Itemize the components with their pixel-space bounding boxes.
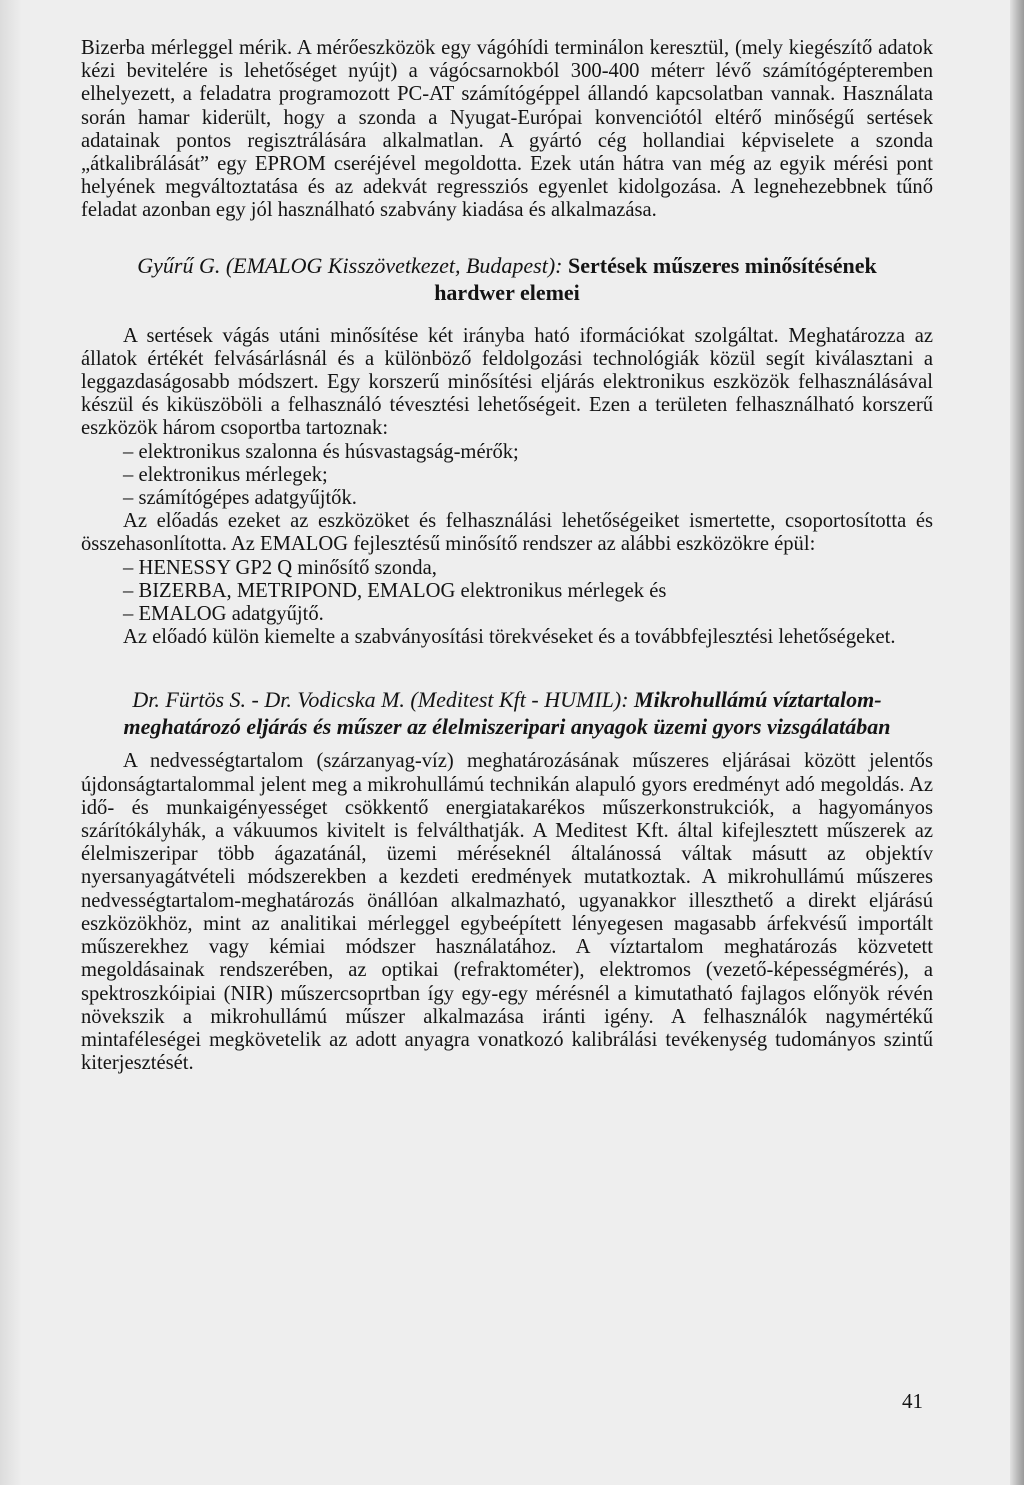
section-1-title: Sertések műszeres minősítésének hardwer elemei (434, 252, 877, 305)
intro-paragraph: Bizerba mérleggel mérik. A mérőeszközök egy vágóhídi terminálon keresztül, (mely kiegészítő adatok kézi bevitelére is lehetőséget nyújt) a vágócsarnokból 300-400 méterr lévő számítógépteremben elhelyezett, a feladatra programozott PC-AT számítógéppel állandó kapcsolatban vannak. Használata során hamar kiderült, hogy a szonda a Nyugat-Európai konvenciótól eltérő minőségű sertések adatainak pontos regisztrálására alkalmatlan. A gyártó cég hollandiai képviselete a szonda „átkalibrálását” egy EPROM cseréjével megoldotta. Ezek után hátra van még az egyik mérési pont helyének megváltoztatása és az adekvát regressziós egyenlet kidolgozása. A legnehezebbnek tűnő feladat azonban egy jól használható szabvány kiadása és alkalmazása. (81, 37, 933, 222)
section-2-author: Dr. Fürtös S. - Dr. Vodicska M. (Meditest Kft - HUMIL): (132, 687, 629, 713)
page-edge (1010, 0, 1024, 1485)
section-2-paragraph: A nedvességtartalom (szárzanyag-víz) meghatározásának műszeres eljárásai között jelentős újdonságtartalommal jelent meg a mikrohullámú technikán alapuló gyors eredményt adó megoldás. Az idő- és munkaigényességet csökkentő energiatakarékos műszerkonstrukciók, a hagyományos szárítókályhák, a vákuumos kivitelt is felválthatják. A Meditest Kft. által kifejlesztett műszerek az élelmiszeripar több ágazatánál, üzemi méréseknél általánossá váltak másutt az objektív nyersanyagátvételi módszerekben a kezdeti eredmények mutatkoztak. A mikrohullámú műszeres nedvességtartalom-meghatározás önállóan alkalmazható, ugyanakkor illeszthető a direkt eljárású eszközökhöz, mint az analitikai mérleggel egybeépített lényegesen magasabb árfekvésű importált műszerekhez vagy kémiai módszer használatához. A víztartalom meghatározás közvetett megoldásainak rendszerében, az optikai (refraktométer), elektromos (vezető-képességmérés), a spektroszkóipiai (NIR) műszercsoprtban így egy-egy mérésnél a kimutatható fajlagos előnyök révén növekszik a mikrohullámú műszer alkalmazása iránti igény. A felhasználók nagymértékű mintaféleségei megkövetelik az adott anyagra vonatkozó kalibrálási tevékenység tudományos szintű kiterjesztését. (81, 750, 933, 1075)
section-1-list-1 (81, 441, 933, 511)
list-item: – BIZERBA, METRIPOND, EMALOG elektronikus mérlegek és (123, 580, 933, 603)
section-1-author: Gyűrű G. (EMALOG Kisszövetkezet, Budapest): (137, 252, 563, 278)
page-content (81, 37, 933, 1075)
list-item: – elektronikus mérlegek; (123, 464, 933, 487)
section-1-paragraph-2: Az előadás ezeket az eszközöket és felhasználási lehetőségeiket ismertette, csoportosította és összehasonlította. Az EMALOG fejlesztésű minősítő rendszer az alábbi eszközökre épül: (81, 510, 933, 556)
page-gutter-shadow (0, 0, 22, 1485)
list-item: – HENESSY GP2 Q minősítő szonda, (123, 557, 933, 580)
section-1-paragraph-3: Az előadó külön kiemelte a szabványosítási törekvéseket és a továbbfejlesztési lehetőségeket. (123, 626, 896, 649)
section-1-paragraph-1: A sertések vágás utáni minősítése két irányba ható iformációkat szolgáltat. Meghatározza az állatok értékét felvásárlásnál és a különböző feldolgozási technológiák közül segít kiválasztani a leggazdaságosabb módszert. Egy korszerű minősítési eljárás elektronikus eszközök felhasználásával készül és kiküszöböli a felhasználó tévesztési lehetőségeit. Ezen a területen felhasználható korszerű eszközök három csoportba tartoznak: (81, 324, 933, 440)
section-1-heading (81, 252, 933, 306)
list-item: – elektronikus szalonna és húsvastagság-mérők; (123, 441, 933, 464)
page-number: 41 (902, 1389, 923, 1413)
list-item: – EMALOG adatgyűjtő. (123, 603, 933, 626)
section-1-list-2 (81, 557, 933, 627)
list-item: – számítógépes adatgyűjtők. (123, 487, 933, 510)
section-2-title: Mikrohullámú víztartalom-meghatározó eljárás és műszer az élelmiszeripari anyagok üzemi gyors vizsgálatában (123, 687, 891, 740)
section-2-heading (81, 686, 933, 740)
